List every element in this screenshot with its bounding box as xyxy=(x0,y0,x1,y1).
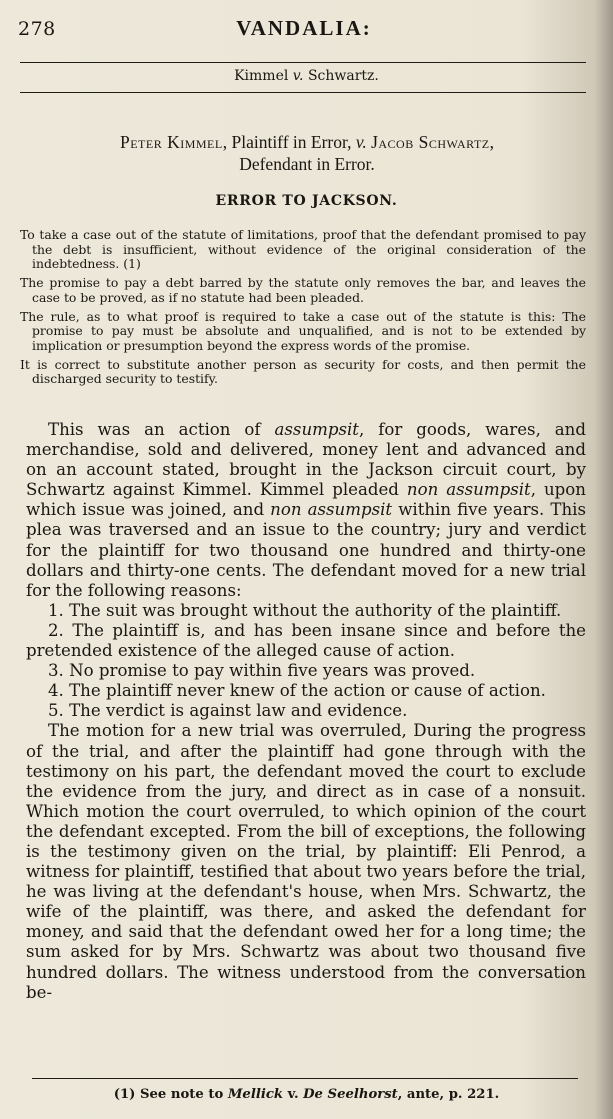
defendant-role: Defendant in Error. xyxy=(239,154,375,174)
testimony-paragraph: The motion for a new trial was overruled, During the progress of the trial, and after the plaintiff had gone through with the testimony on his part, the defendant moved the court to exclude the evidence from the jury, and direct as in case of a nonsuit. Which motion the court overruled, to which opinion of the court the defendant excepted. From the bill of exceptions, the following is the testimony given on the trial, by plaintiff: Eli Penrod, a witness for plaintiff, testified that about two years before the trial, he was living at the defendant's house, when Mrs. Schwartz, the wife of the plaintiff, was there, and asked the defendant for money, and said that the defendant owed her for a long time; the sum asked for by Mrs. Schwartz was about two thousand five hundred dollars. The witness understood from the conversation be- xyxy=(26,721,586,1002)
defendant-name: Jacob Schwartz xyxy=(371,132,490,152)
text-run: This was an action of xyxy=(48,420,275,439)
header-rule-top xyxy=(20,62,586,63)
reason-item: 2. The plaintiff is, and has been insane since and before the pretended existence of the alleged cause of action. xyxy=(26,620,586,661)
caption-versus: v. xyxy=(292,68,304,84)
footnote-case-b: De Seelhorst xyxy=(303,1087,398,1102)
text-run: , upon which issue was joined, and xyxy=(26,480,586,520)
opinion-body xyxy=(26,420,586,1003)
plaintiff-name: Peter Kimmel xyxy=(119,132,223,152)
italic-term: non assumpsit xyxy=(270,500,393,520)
footnote-suffix: , ante, p. 221. xyxy=(397,1087,500,1102)
footnote xyxy=(0,1087,613,1102)
case-caption xyxy=(0,68,613,84)
header-rule-bottom xyxy=(20,92,586,93)
reason-item: 1. The suit was brought without the authority of the plaintiff. xyxy=(48,600,562,620)
footnote-prefix: (1) See note to xyxy=(113,1087,228,1102)
caption-defendant: Schwartz. xyxy=(307,68,379,84)
page-number: 278 xyxy=(18,18,56,40)
caption-plaintiff: Kimmel xyxy=(234,68,289,84)
headnotes xyxy=(20,228,586,391)
running-title: VANDALIA: xyxy=(236,16,372,40)
headnote: The promise to pay a debt barred by the statute only removes the bar, and leaves the case to be proved, as if no statute had been pleaded. xyxy=(20,275,586,305)
page-header xyxy=(14,16,594,50)
text-run: , for goods, wares, and merchandise, sold and delivered, money lent and advanced and on an account stated, brought in the Jackson circuit court, by Schwartz against Kimmel. Kimmel pleaded xyxy=(26,420,586,500)
headnote: To take a case out of the statute of limitations, proof that the defendant promised to pay the debt is insufficient, without evidence of the original consideration of the indebtedness. (1) xyxy=(20,227,586,272)
footnote-case-a: Mellick xyxy=(227,1087,284,1102)
statement-paragraph xyxy=(26,420,586,601)
headnote: It is correct to substitute another person as security for costs, and then permit the discharged security to testify. xyxy=(20,356,586,387)
italic-term: assumpsit xyxy=(274,420,359,439)
plaintiff-role: , Plaintiff in Error, xyxy=(222,132,356,152)
reason-item: 4. The plaintiff never knew of the action or cause of action. xyxy=(48,681,546,701)
error-to-heading: ERROR TO JACKSON. xyxy=(215,193,398,209)
italic-term: non assumpsit xyxy=(406,480,531,500)
case-title: Peter Kimmel, Plaintiff in Error, v. Jacob Schwartz, Defendant in Error. xyxy=(119,132,494,174)
reason-item: 3. No promise to pay within five years was proved. xyxy=(48,661,476,681)
footnote-rule xyxy=(32,1078,578,1079)
case-versus: v. xyxy=(355,132,367,152)
text-run: within five years. This plea was traversed and an issue to the country; jury and verdict for the plaintiff for two thousand one hundred and thirty-one dollars and thirty-one cents. The defendant moved for a new trial for the following reasons: xyxy=(26,500,586,600)
footnote-versus: v. xyxy=(283,1087,304,1102)
reason-item: 5. The verdict is against law and evidence. xyxy=(48,701,408,721)
headnote: The rule, as to what proof is required to take a case out of the statute is this: The promise to pay must be absolute and unqualified, and is not to be extended by implication or presumption beyond the express words of the promise. xyxy=(20,308,586,353)
